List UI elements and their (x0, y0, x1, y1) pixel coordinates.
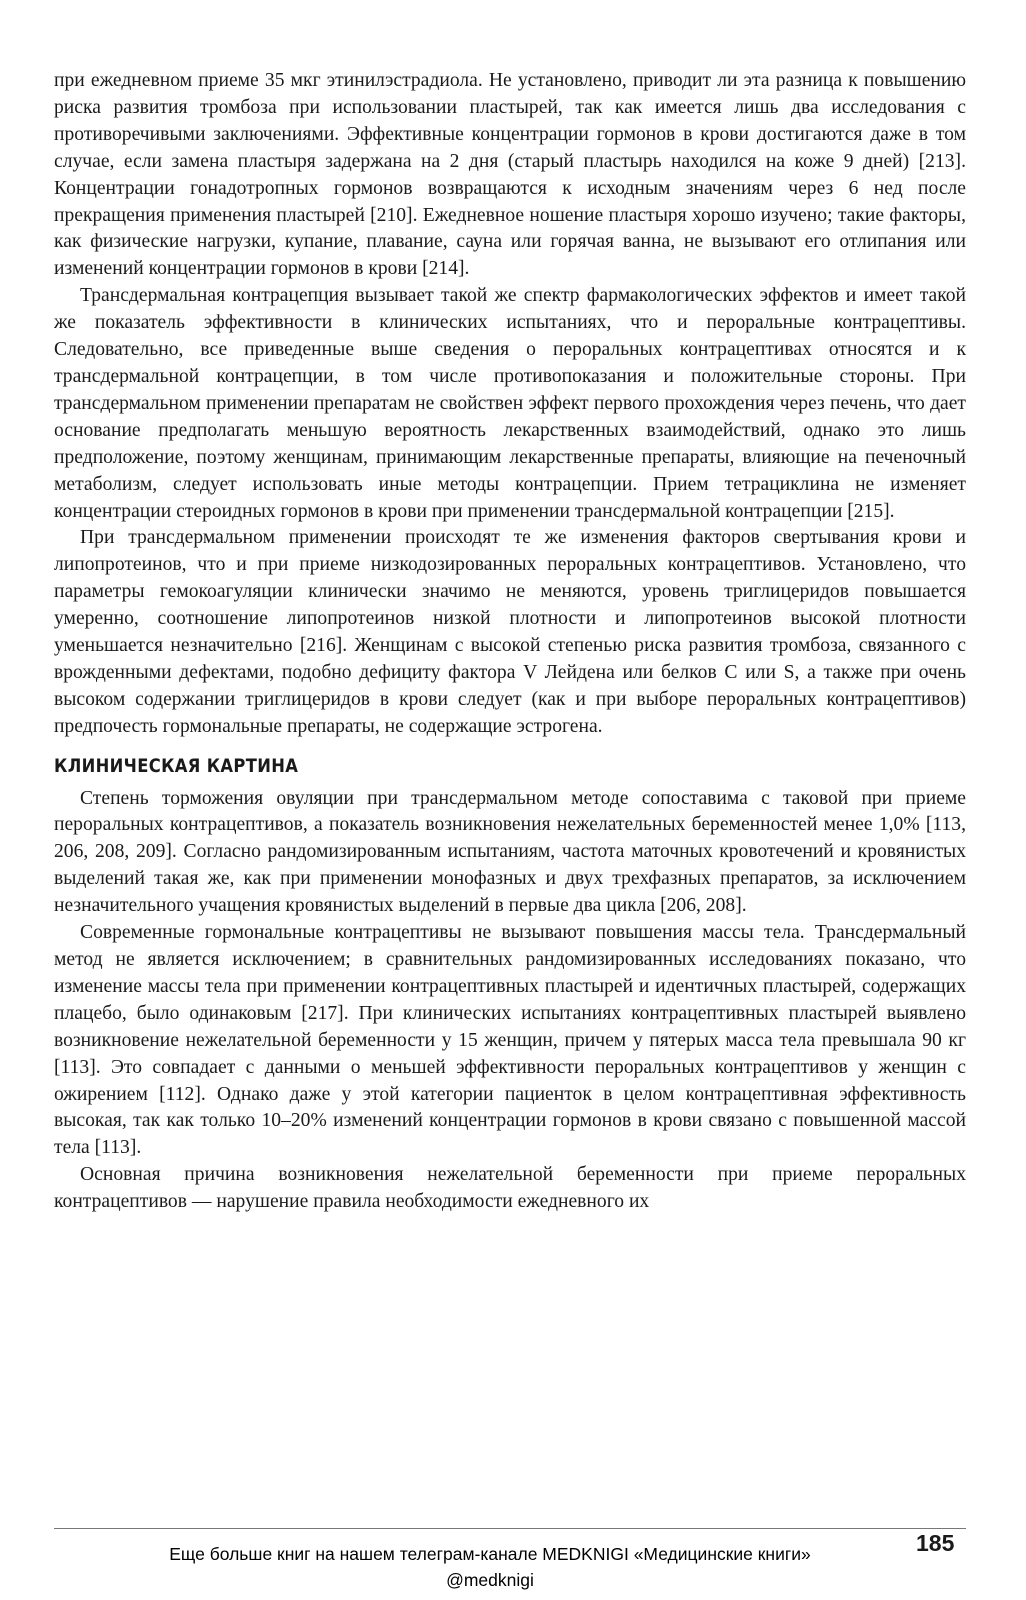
paragraph: Трансдермальная контрацепция вызывает такой же спектр фармакологических эффектов и имеет такой же показатель эффективности в клинических испытаниях, что и пероральные контрацептивы. Следовательно, все приведенные выше сведения о пероральных контрацептивах относятся и к трансдермальной контрацепции, в том числе противопоказания и положительные стороны. При трансдермальном применении препаратам не свойствен эффект первого прохождения через печень, что дает основание предполагать меньшую вероятность лекарственных взаимодействий, однако это лишь предположение, поэтому женщинам, принимающим лекарственные препараты, влияющие на печеночный метаболизм, следует использовать иные методы контрацепции. Прием тетрациклина не изменяет концентрации стероидных гормонов в крови при применении трансдермальной контрацепции [215]. (54, 285, 966, 522)
section-heading: КЛИНИЧЕСКАЯ КАРТИНА (54, 754, 299, 777)
page-text-column (54, 68, 966, 1216)
footer-divider (54, 1528, 966, 1529)
page-number: 185 (916, 1530, 955, 1556)
paragraph: При трансдермальном применении происходят те же изменения факторов свертывания крови и липопротеинов, что и при приеме низкодозированных пероральных контрацептивов. Установлено, что параметры гемокоагуляции клинически значимо не меняются, уровень триглицеридов повышается умеренно, соотношение липопротеинов низкой плотности и липопротеинов высокой плотности уменьшается незначительно [216]. Женщинам с высокой степенью риска развития тромбоза, связанного с врожденными дефектами, подобно дефициту фактора V Лейдена или белков C или S, а также при очень высоком содержании триглицеридов в крови следует (как и при выборе пероральных контрацептивов) предпочесть гормональные препараты, не содержащие эстрогена. (54, 527, 966, 737)
paragraph: Основная причина возникновения нежелательной беременности при приеме пероральных контрацептивов — нарушение правила необходимости ежедневного их (54, 1164, 966, 1213)
paragraph: при ежедневном приеме 35 мкг этинилэстрадиола. Не установлено, приводит ли эта разница к повышению риска развития тромбоза при использовании пластырей, так как имеется лишь два исследования с противоречивыми заключениями. Эффективные концентрации гормонов в крови достигаются даже в том случае, если замена пластыря задержана на 2 дня (старый пластырь находился на коже 9 дней) [213]. Концентрации гонадотропных гормонов возвращаются к исходным значениям через 6 нед после прекращения применения пластырей [210]. Ежедневное ношение пластыря хорошо изучено; такие факторы, как физические нагрузки, купание, плавание, сауна или горячая ванна, не вызывают его отлипания или изменений концентрации гормонов в крови [214]. (54, 70, 966, 280)
footer-promo-handle: @medknigi (446, 1570, 534, 1590)
paragraph: Современные гормональные контрацептивы не вызывают повышения массы тела. Трансдермальный метод не является исключением; в сравнительных рандомизированных исследованиях показано, что изменение массы тела при применении контрацептивных пластырей и идентичных пластырей, содержащих плацебо, было одинаковым [217]. При клинических испытаниях контрацептивных пластырей выявлено возникновение нежелательной беременности у 15 женщин, причем у пятерых масса тела превышала 90 кг [113]. Это совпадает с данными о меньшей эффективности пероральных контрацептивов у женщин с ожирением [112]. Однако даже у этой категории пациенток в целом контрацептивная эффективность высокая, так как только 10–20% изменений концентрации гормонов в крови связано с повышенной массой тела [113]. (54, 922, 966, 1159)
paragraph: Степень торможения овуляции при трансдермальном методе сопоставима с таковой при приеме пероральных контрацептивов, а показатель возникновения нежелательных беременностей менее 1,0% [113, 206, 208, 209]. Согласно рандомизированным испытаниям, частота маточных кровотечений и кровянистых выделений такая же, как при применении монофазных и двух трехфазных препаратов, за исключением незначительного учащения кровянистых выделений в первые два цикла [206, 208]. (54, 787, 966, 917)
footer-promo (130, 1541, 850, 1593)
footer-promo-line: Еще больше книг на нашем телеграм-канале MEDKNIGI «Медицинские книги» (169, 1544, 811, 1564)
